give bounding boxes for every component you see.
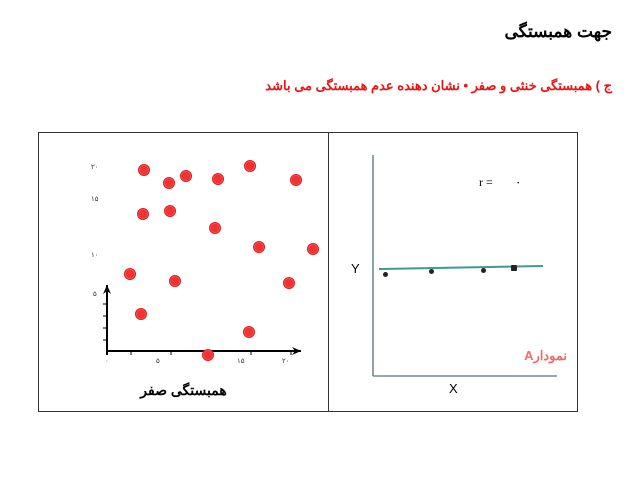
scatter-point xyxy=(169,275,181,287)
scatter-caption: همبستگی صفر xyxy=(140,382,227,398)
chart-note: نمودارA xyxy=(524,348,567,363)
scatter-panel xyxy=(39,133,329,411)
scatter-ytick: ۲۰ xyxy=(91,164,99,171)
line-axes xyxy=(329,133,577,411)
line-panel xyxy=(329,133,577,411)
scatter-xtick: ۱۵ xyxy=(237,358,245,365)
slide-subtitle: ج ) همبستگی خنثی و صفر • نشان دهنده عدم همبستگی می باشد xyxy=(265,78,612,93)
line-point xyxy=(481,268,486,273)
scatter-xtick: ۵ xyxy=(156,358,160,365)
scatter-point xyxy=(135,308,147,320)
line-point xyxy=(511,265,517,271)
line-point xyxy=(383,272,388,277)
scatter-point xyxy=(283,277,295,289)
scatter-point xyxy=(138,164,150,176)
scatter-point xyxy=(164,205,176,217)
scatter-point xyxy=(209,222,221,234)
scatter-point xyxy=(180,170,192,182)
scatter-point xyxy=(163,177,175,189)
scatter-ytick: ۵ xyxy=(93,291,97,298)
x-axis-label: X xyxy=(449,381,458,396)
scatter-ytick: ۱۰ xyxy=(91,252,99,259)
scatter-point xyxy=(124,268,136,280)
scatter-xtick: ۲۰ xyxy=(282,358,290,365)
y-axis-label: Y xyxy=(351,261,360,276)
correlation-label: r = xyxy=(479,175,493,189)
correlation-value: ۰ xyxy=(515,175,522,189)
scatter-ytick: ۱۵ xyxy=(91,196,99,203)
scatter-xtick: ۰ xyxy=(105,358,109,365)
scatter-point xyxy=(243,326,255,338)
page-title: جهت همبستگی xyxy=(504,22,612,41)
scatter-point xyxy=(212,173,224,185)
scatter-point xyxy=(253,241,265,253)
scatter-point xyxy=(202,349,214,361)
line-point xyxy=(429,269,434,274)
scatter-point xyxy=(307,243,319,255)
scatter-point xyxy=(137,208,149,220)
scatter-point xyxy=(244,160,256,172)
figure-container xyxy=(38,132,578,412)
scatter-point xyxy=(290,174,302,186)
